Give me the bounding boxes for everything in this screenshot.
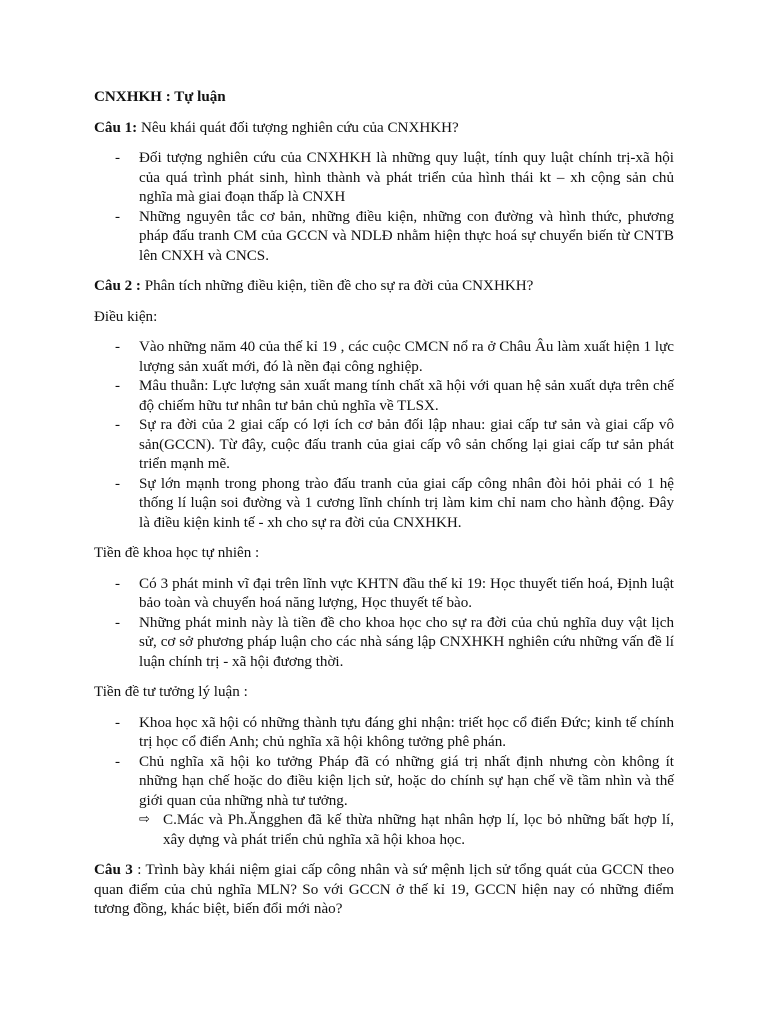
question-1 xyxy=(94,119,674,139)
question-2 xyxy=(94,277,674,297)
section-heading-dieu-kien: Điều kiện: xyxy=(94,308,158,325)
list-item: - Khoa học xã hội có những thành tựu đáng ghi nhận: triết học cổ điển Đức; kinh tế chính trị học cổ điển Anh; chủ nghĩa xã hội không tưởng phê phán. xyxy=(115,714,674,750)
document-body xyxy=(94,88,674,920)
dash-bullet: - xyxy=(115,150,121,166)
list-item: - Chủ nghĩa xã hội ko tưởng Pháp đã có những giá trị nhất định nhưng còn không ít những hạn chế hoặc do điều kiện lịch sử, hoặc do chính sự hạn chế về tầm nhìn và thế giới quan của những nhà tư tưởng. xyxy=(115,753,674,809)
dieu-kien-list xyxy=(94,338,674,533)
question-1-answer-list xyxy=(94,149,674,266)
tien-de-tu-tuong-list xyxy=(94,714,674,812)
arrow-right-icon: ⇨ xyxy=(139,812,150,827)
document-title: CNXHKH : Tự luận xyxy=(94,89,226,105)
tien-de-khoa-hoc-list xyxy=(94,575,674,673)
question-3-label: Câu 3 xyxy=(94,862,133,878)
list-item: - Những nguyên tắc cơ bản, những điều kiện, những con đường và hình thức, phương pháp đấu tranh CM của GCCN và NDLĐ nhằm hiện thực hoá sự chuyển biến từ CNTB lên CNXH và CNCS. xyxy=(115,208,674,264)
question-2-label: Câu 2 : xyxy=(94,278,141,294)
list-item: - Sự ra đời của 2 giai cấp có lợi ích cơ bản đối lập nhau: giai cấp tư sản và giai cấp vô sản(GCCN). Từ đây, cuộc đấu tranh của giai cấp vô sản chống lại giai cấp tư sản phát triển mạnh mẽ. xyxy=(115,417,674,472)
dash-bullet: - xyxy=(115,714,121,731)
section-heading-tien-de-tu-tuong: Tiền đề tư tưởng lý luận : xyxy=(94,684,248,700)
dash-bullet: - xyxy=(115,378,121,394)
section-heading-tien-de-khoa-hoc-tu-nhien: Tiền đề khoa học tự nhiên : xyxy=(94,545,260,561)
question-1-text: Nêu khái quát đối tượng nghiên cứu của CNXHKH? xyxy=(137,119,459,136)
conclusion-item xyxy=(94,811,674,850)
conclusion-text: C.Mác và Ph.Ăngghen đã kế thừa những hạt nhân hợp lí, lọc bỏ những bất hợp lí, xây dựng và phát triển chủ nghĩa xã hội khoa học. xyxy=(163,812,674,848)
list-item: - Sự lớn mạnh trong phong trào đấu tranh của giai cấp công nhân đòi hỏi phải có 1 hệ thống lí luận soi đường và 1 cương lĩnh chính trị làm kim chỉ nam cho hành động. Đây là điều kiện kinh tế - xh cho sự ra đời của CNXHKH. xyxy=(115,475,674,531)
list-item: - Vào những năm 40 của thế kỉ 19 , các cuộc CMCN nổ ra ở Châu Âu làm xuất hiện 1 lực lượng sản xuất mới, đó là nền đại công nghiệp. xyxy=(115,339,674,375)
dash-bullet: - xyxy=(115,417,121,433)
question-3-text: : Trình bày khái niệm giai cấp công nhân và sứ mệnh lịch sử tổng quát của GCCN theo quan điểm của chủ nghĩa MLN? So với GCCN ở thế kỉ 19, GCCN hiện nay có những điểm tương đồng, khác biệt, biến đổi mới nào? xyxy=(94,862,674,917)
question-2-text: Phân tích những điều kiện, tiền đề cho sự ra đời của CNXHKH? xyxy=(140,278,534,294)
dash-bullet: - xyxy=(115,614,121,631)
list-item: - Đối tượng nghiên cứu của CNXHKH là những quy luật, tính quy luật chính trị-xã hội của quá trình phát sinh, hình thành và phát triển của hình thái kt – xh cộng sản chủ nghĩa mà giai đoạn thấp là CNXH xyxy=(115,150,674,205)
dash-bullet: - xyxy=(115,753,121,770)
dash-bullet: - xyxy=(115,208,121,225)
list-item: - Mâu thuẫn: Lực lượng sản xuất mang tính chất xã hội với quan hệ sản xuất dựa trên chế độ chiếm hữu tư nhân tư bản chủ nghĩa về TLSX. xyxy=(115,378,674,414)
question-1-label: Câu 1: xyxy=(94,119,138,136)
list-item: - Những phát minh này là tiền đề cho khoa học cho sự ra đời của chủ nghĩa duy vật lịch sử, cơ sở phương pháp luận cho các nhà sáng lập CNXHKH nghiên cứu những vấn đề lí luận chính trị - xã hội đương thời. xyxy=(115,614,674,670)
question-3 xyxy=(94,861,674,920)
dash-bullet: - xyxy=(115,475,121,492)
list-item: - Có 3 phát minh vĩ đại trên lĩnh vực KHTN đầu thế kỉ 19: Học thuyết tiến hoá, Định luật bảo toàn và chuyển hoá năng lượng, Học thuyết tế bào. xyxy=(115,575,674,611)
dash-bullet: - xyxy=(115,339,121,355)
dash-bullet: - xyxy=(115,575,121,592)
